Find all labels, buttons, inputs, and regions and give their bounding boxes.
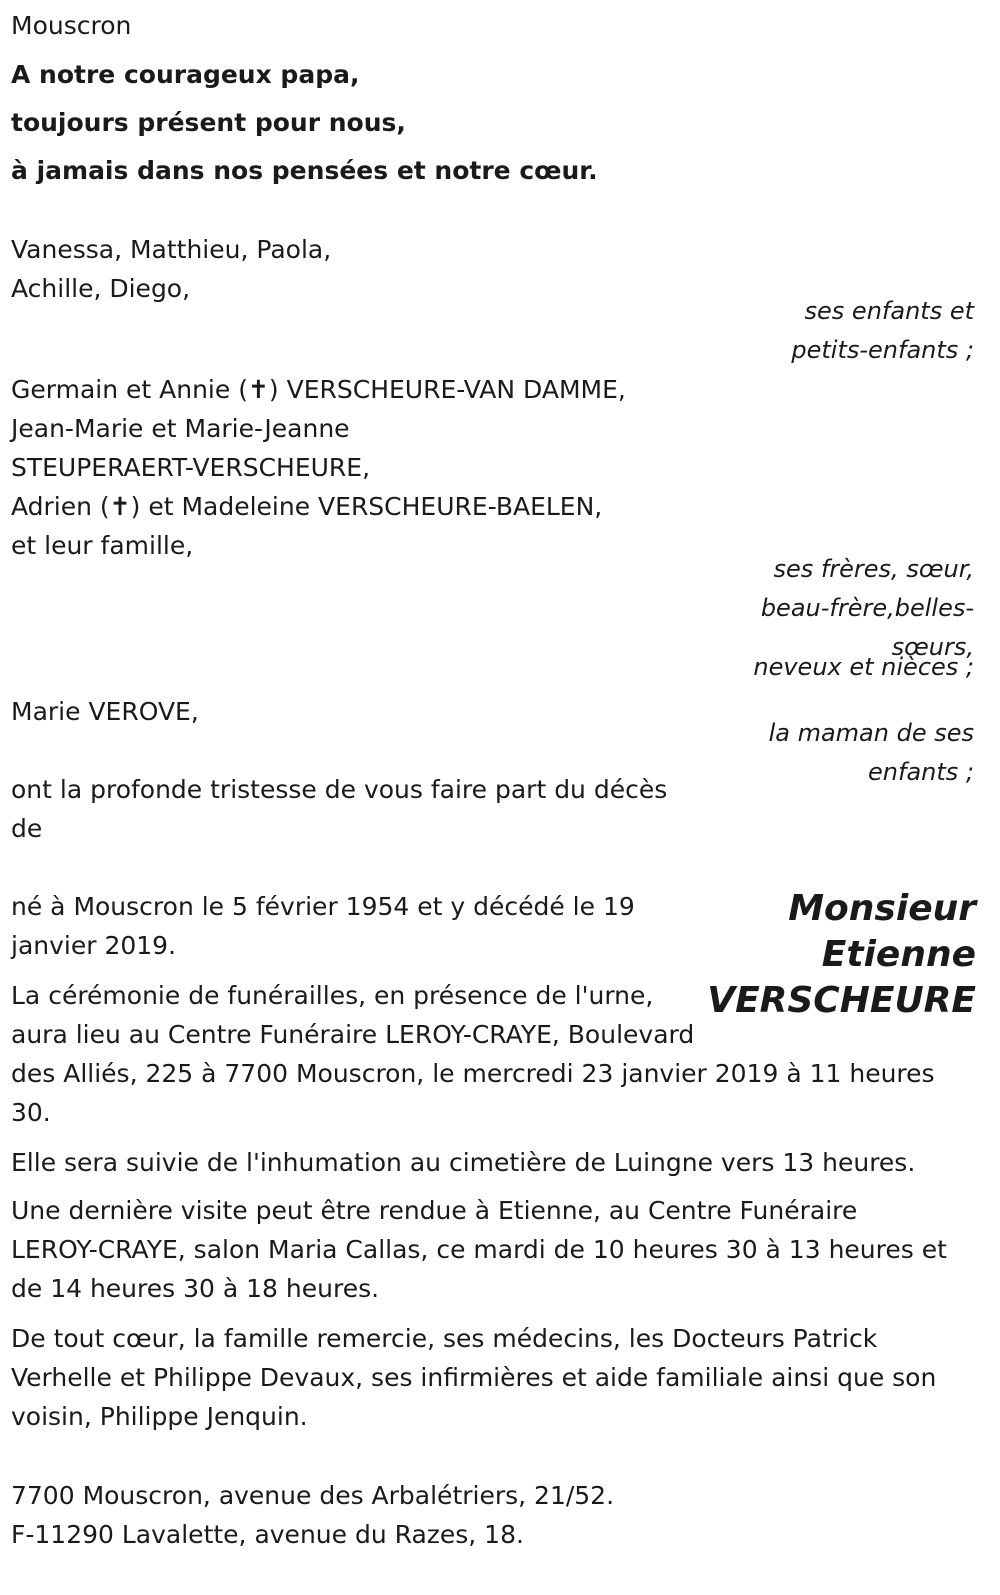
dedication-line: toujours présent pour nous,	[11, 108, 406, 137]
paragraph-line: de 14 heures 30 à 18 heures.	[11, 1274, 380, 1303]
dedication-line: à jamais dans nos pensées et notre cœur.	[11, 156, 598, 185]
ceremony-paragraph	[11, 976, 935, 1132]
deceased-name-line: Monsieur	[788, 888, 976, 929]
family-line: STEUPERAERT-VERSCHEURE,	[11, 453, 371, 482]
birth-death	[11, 887, 635, 965]
announcement-line: de	[11, 814, 43, 843]
family-line: Achille, Diego,	[11, 274, 191, 303]
paragraph-line: aura lieu au Centre Funéraire LEROY-CRAYE, Boulevard	[11, 1020, 695, 1049]
birth-death-line: janvier 2019.	[11, 931, 177, 960]
thanks-paragraph	[11, 1319, 936, 1436]
paragraph-line: des Alliés, 225 à 7700 Mouscron, le mercredi 23 janvier 2019 à 11 heures	[11, 1059, 935, 1088]
paragraph-line: La cérémonie de funérailles, en présence de l'urne,	[11, 981, 654, 1010]
paragraph-line: De tout cœur, la famille remercie, ses médecins, les Docteurs Patrick	[11, 1324, 878, 1353]
burial-paragraph	[11, 1143, 915, 1182]
mother-name: Marie VEROVE,	[11, 697, 199, 726]
deceased-name-line: VERSCHEURE	[707, 980, 976, 1021]
paragraph-line: Verhelle et Philippe Devaux, ses infirmières et aide familiale ainsi que son	[11, 1363, 937, 1392]
paragraph-line: LEROY-CRAYE, salon Maria Callas, ce mardi de 10 heures 30 à 13 heures et	[11, 1235, 947, 1264]
announcement-line: ont la profonde tristesse de vous faire part du décès	[11, 775, 668, 804]
relation-line: sœurs,	[891, 633, 974, 661]
relation-line: petits-enfants ;	[791, 336, 974, 364]
relation-line: ses frères, sœur,	[773, 555, 974, 583]
dedication	[11, 55, 598, 199]
family-line: Adrien (✝) et Madeleine VERSCHEURE-BAELEN,	[11, 492, 603, 521]
paragraph-line: Elle sera suivie de l'inhumation au cimetière de Luingne vers 13 heures.	[11, 1148, 916, 1177]
addresses	[11, 1476, 614, 1554]
family-line: Jean-Marie et Marie-Jeanne	[11, 414, 350, 443]
siblings-relation	[753, 550, 974, 687]
family-line: Germain et Annie (✝) VERSCHEURE-VAN DAMME,	[11, 375, 626, 404]
address-line: 7700 Mouscron, avenue des Arbalétriers, 21/52.	[11, 1481, 615, 1510]
paragraph-line: Une dernière visite peut être rendue à Etienne, au Centre Funéraire	[11, 1196, 858, 1225]
announcement	[11, 770, 667, 848]
relation-line: ses enfants et	[804, 297, 974, 325]
relation-line: enfants ;	[868, 758, 974, 786]
family-line: Vanessa, Matthieu, Paola,	[11, 235, 332, 264]
relation-line: la maman de ses	[768, 719, 974, 747]
deceased-name-line: Etienne	[821, 934, 976, 975]
birth-death-line: né à Mouscron le 5 février 1954 et y décédé le 19	[11, 892, 635, 921]
dedication-line: A notre courageux papa,	[11, 60, 360, 89]
address-line: F-11290 Lavalette, avenue du Razes, 18.	[11, 1520, 524, 1549]
paragraph-line: voisin, Philippe Jenquin.	[11, 1402, 308, 1431]
relation-line: neveux et nièces ;	[753, 653, 974, 681]
children-names	[11, 230, 331, 308]
siblings-names	[11, 370, 626, 565]
relation-line: beau-frère,belles-	[760, 594, 974, 622]
city-label: Mouscron	[11, 11, 132, 40]
children-relation	[791, 292, 974, 370]
family-line: et leur famille,	[11, 531, 194, 560]
visit-paragraph	[11, 1191, 947, 1308]
paragraph-line: 30.	[11, 1098, 51, 1127]
mother-relation	[769, 714, 974, 792]
